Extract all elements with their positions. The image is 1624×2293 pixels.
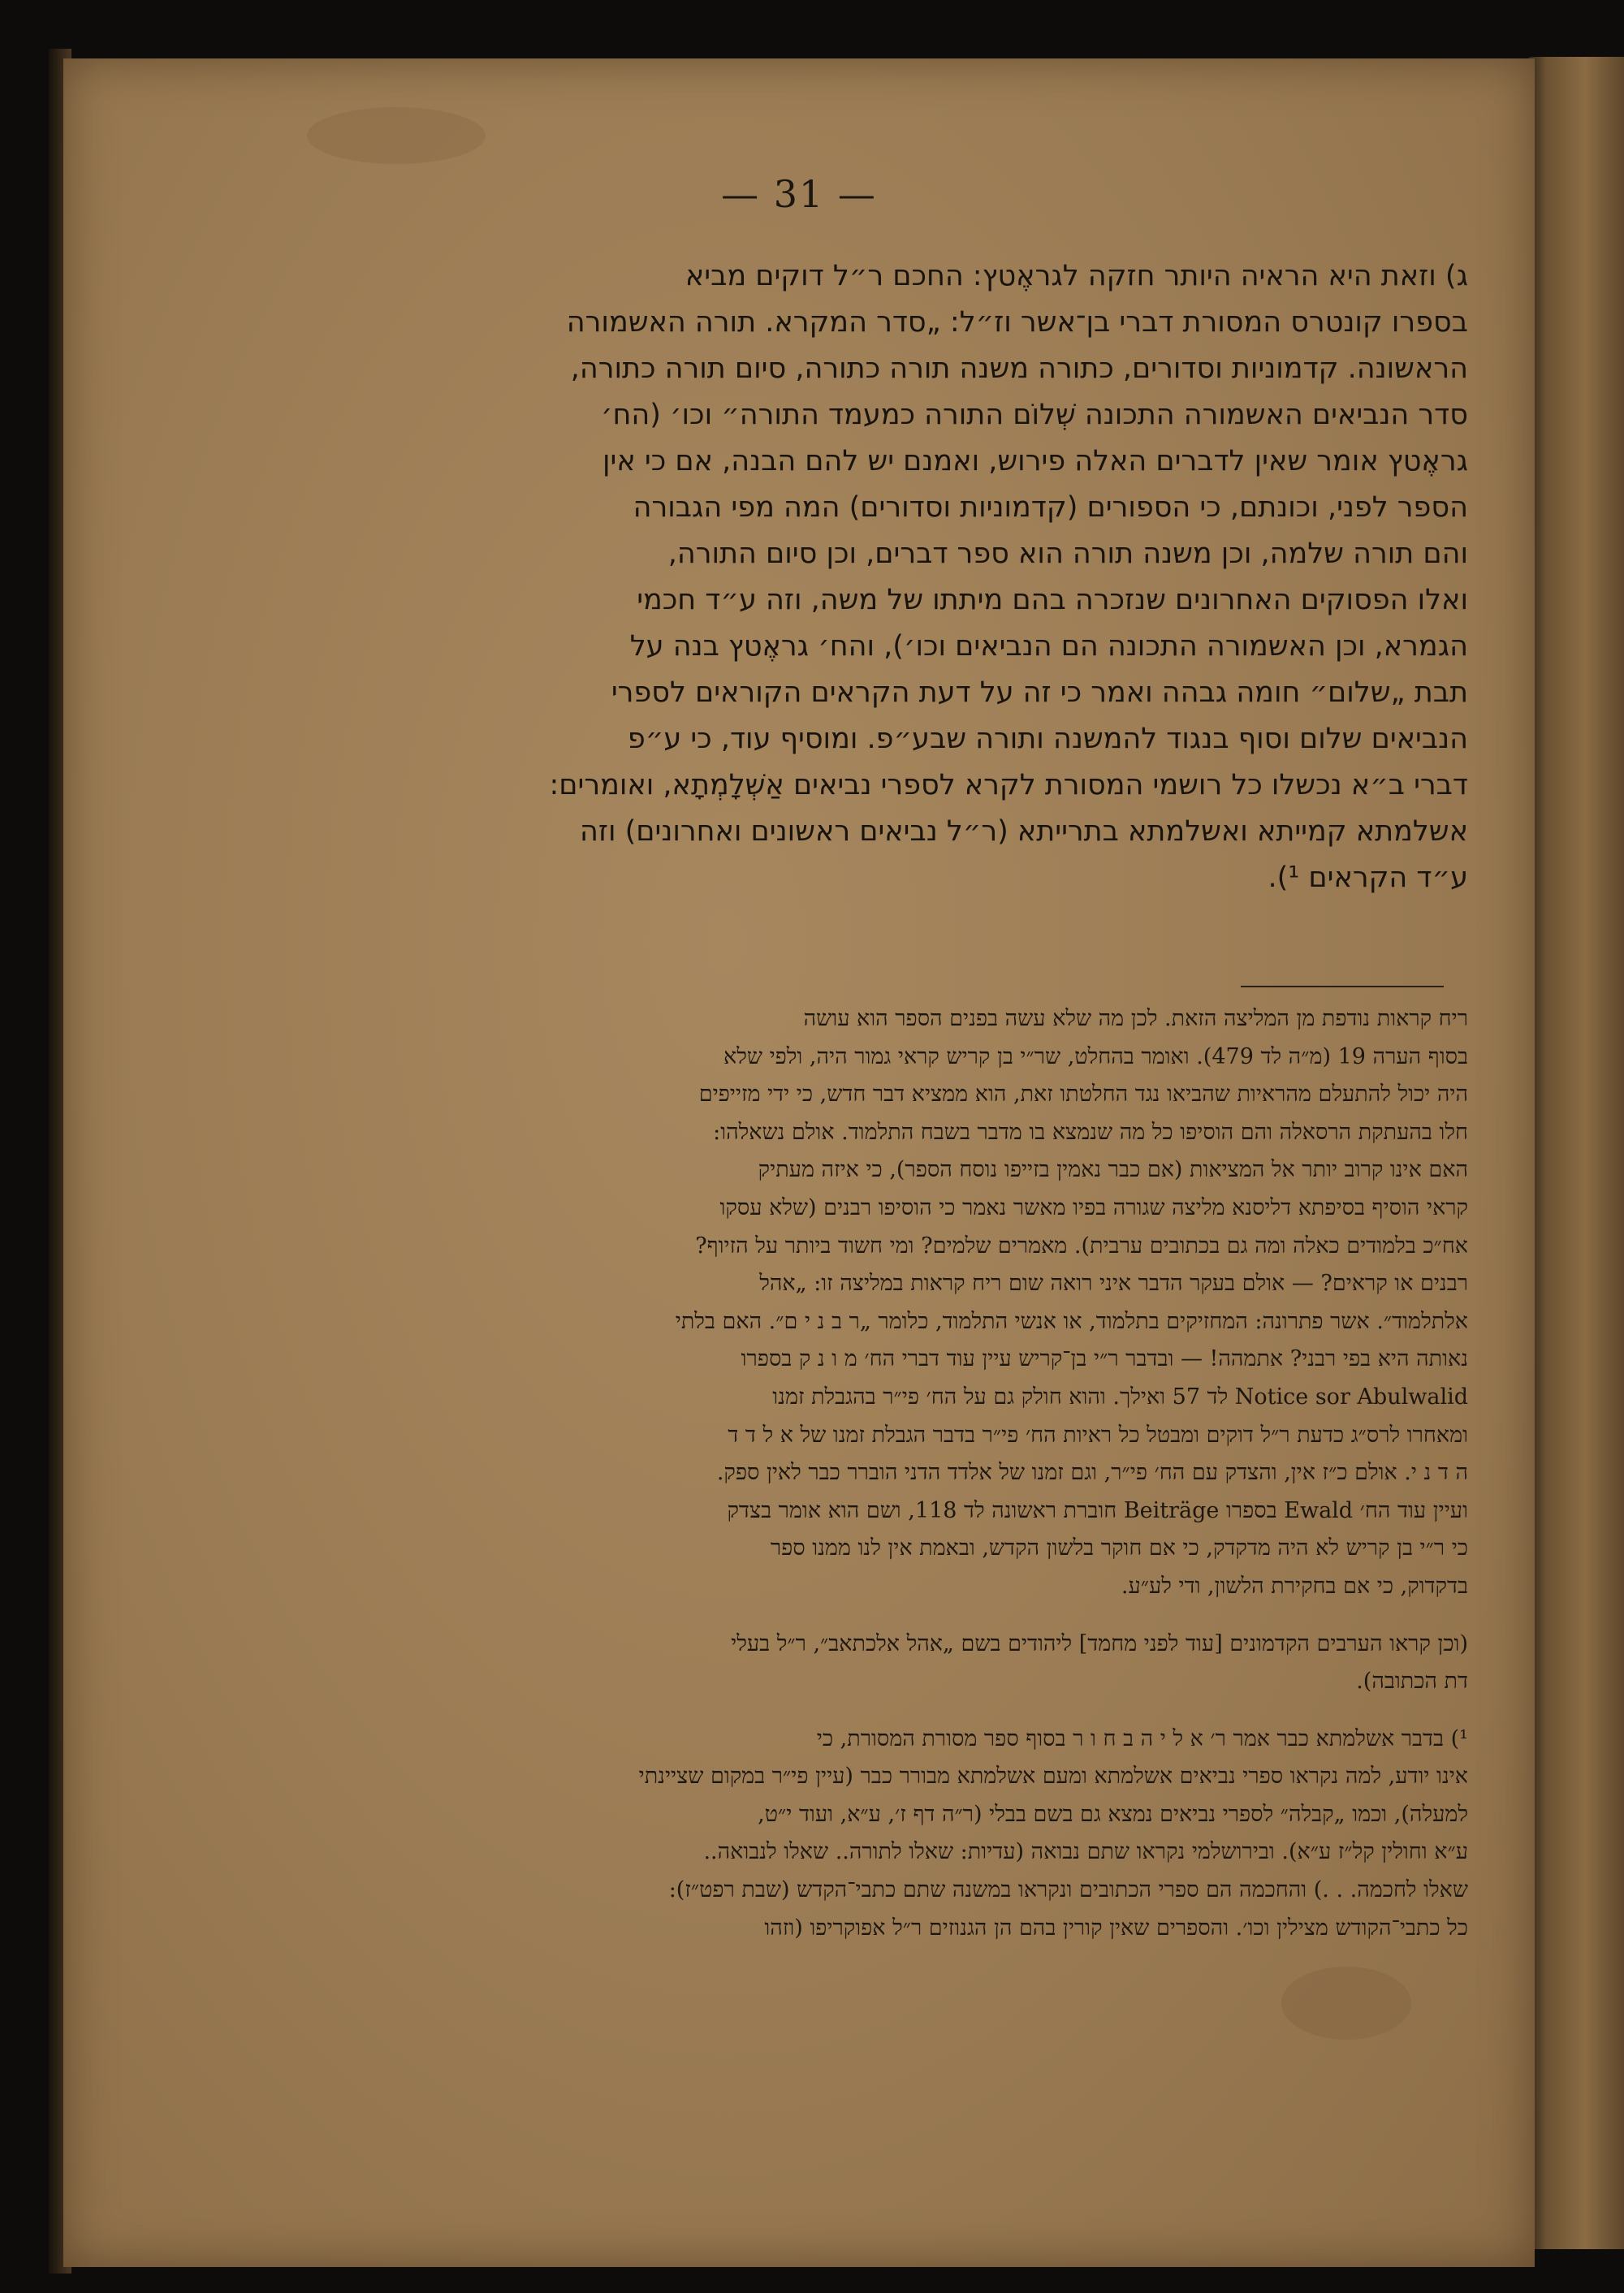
footnote-line: קראי הוסיף בסיפתא דליסנא מליצה שגורה בפיו מאשר נאמר כי הוסיפו רבנים (שלא עסקו <box>719 1194 1468 1220</box>
footnote-line: האם אינו קרוב יותר אל המציאות (אם כבר נאמין בזייפו נוסח הספר), כי איזה מעתיק <box>758 1157 1468 1183</box>
main-line: גראֶטץ אומר שאין לדברים האלה פירוש, ואמנם יש להם הבנה, אם כי אין <box>602 445 1468 477</box>
footnote-line: ע״א וחולין קל״ז ע״א). ובירושלמי נקראו שתם נבואה (עדיות: שאלו לתורה.. שאלו לנבואה.. <box>703 1839 1468 1865</box>
main-line: והם תורה שלמה, וכן משנה תורה הוא ספר דברים, וכן סיום התורה, <box>667 538 1468 570</box>
footnote-line: חלו בהעתקת הרסאלה והם הוסיפו כל מה שנמצא בו מדבר בשבח התלמוד. אולם נשאלהו: <box>713 1119 1468 1145</box>
page-number: — 31 — <box>721 172 877 216</box>
footnote-line: שאלו לחכמה. . .) והחכמה הם ספרי הכתובים ונקראו במשנה שתם כתבי־הקדש (שבת רפט״ז): <box>668 1877 1468 1903</box>
footnote-arab-note <box>201 1626 1468 1701</box>
footnote-line: ריח קראות נודפת מן המליצה הזאת. לכן מה שלא עשה בפנים הספר הוא עושה <box>803 1006 1468 1031</box>
footnote-line: (וכן קראו הערבים הקדמונים [עוד לפני מחמד] ליהודים בשם „אהל אלכתאב״, ר״ל בעלי <box>731 1630 1468 1656</box>
main-paragraph <box>201 253 1468 901</box>
footnotes <box>201 1000 1468 1967</box>
footnote-line: למעלה), וכמו „קבלה״ לספרי נביאים נמצא גם בשם בבלי (ר״ה דף ז׳, ע״א, ועוד י״ט, <box>758 1801 1468 1827</box>
footnote-line: אלתלמוד״. אשר פתרונה: המחזיקים בתלמוד, או אנשי התלמוד, כלומר „ר ב נ י ם״. האם בלתי <box>675 1308 1468 1334</box>
footnote-line: רבנים או קראים? — אולם בעקר הדבר איני רואה שום ריח קראות במליצה זו: „אהל <box>759 1271 1468 1297</box>
main-line: בספרו קונטרס המסורת דברי בן־אשר וז״ל: „סדר המקרא. תורה האשמורה <box>566 306 1468 339</box>
footnote-line: נאותה היא בפי רבני? אתמהה! — ובדבר ר״י בן־קריש עיין עוד דברי הח׳ מ ו נ ק בספרו <box>741 1346 1468 1372</box>
footnote-continuation <box>201 1000 1468 1606</box>
main-line: הנביאים שלום וסוף בנגוד להמשנה ותורה שבע״פ. ומוסיף עוד, כי ע״פ <box>627 723 1468 755</box>
main-line: דברי ב״א נכשלו כל רושמי המסורת לקרא לספרי נביאים אַשְׁלָמְתָא, ואומרים: <box>549 769 1468 801</box>
main-line: הספר לפני, וכונתם, כי הספורים (קדמוניות וסדורים) המה מפי הגבורה <box>633 491 1468 524</box>
book-page <box>63 58 1535 2267</box>
main-line: אשלמתא קמייתא ואשלמתא בתרייתא (ר״ל נביאים ראשונים ואחרונים) וזה <box>579 815 1468 848</box>
main-line: ג) וזאת היא הראיה היותר חזקה לגראֶטץ: החכם ר״ל דוקים מביא <box>685 260 1468 292</box>
footnote-line: היה יכול להתעלם מהראיות שהביאו נגד החלטתו זאת, הוא ממציא דבר חדש, כי ידי מזייפים <box>698 1082 1468 1108</box>
main-line: תבת „שלום״ חומה גבהה ואמר כי זה על דעת הקראים הקוראים לספרי <box>611 676 1468 709</box>
paper-stain <box>1281 1967 1411 2040</box>
footnote-line: כי ר״י בן קריש לא היה מדקדק, כי אם חוקר בלשון הקדש, ובאמת אין לנו ממנו ספר <box>770 1535 1468 1561</box>
adjacent-page-edge <box>1527 57 1624 2249</box>
footnote-line: ומאחרו לרס״ג כדעת ר״ל דוקים ומבטל כל ראיות הח׳ פי״ר בדבר הגבלת זמנו של א ל ד ד <box>728 1422 1468 1448</box>
footnote-line: אח״כ בלמודים כאלה ומה גם בכתובים ערבית). מאמרים שלמים? ומי חשוד ביותר על הזיוף? <box>695 1233 1468 1259</box>
main-line: הראשונה. קדמוניות וסדורים, כתורה משנה תורה כתורה, סיום תורה כתורה, <box>570 352 1468 385</box>
footnote-line: Notice sor Abulwalid לד 57 ואילך. והוא חולק גם על הח׳ פי״ר בהגבלת זמנו <box>772 1384 1468 1410</box>
footnote-line: ה ד נ י. אולם כ״ז אין, והצדק עם הח׳ פי״ר, וגם זמנו של אלדד הדני הוברר כבר לאין ספק. <box>716 1460 1468 1486</box>
footnote-line: אינו יודע, למה נקראו ספרי נביאים אשלמתא ומעם אשלמתא מבורר כבר (עיין פי״ר במקום שציינתי <box>638 1764 1468 1790</box>
main-line: ע״ד הקראים ¹). <box>1268 861 1468 894</box>
footnote-line: ועיין עוד הח׳ Ewald בספרו Beiträge חוברת ראשונה לד 118, ושם הוא אומר בצדק <box>727 1497 1468 1523</box>
footnote-line: בסוף הערה 19 (מ״ה לד 479). ואומר בהחלט, שר״י בן קריש קראי גמור היה, ולפי שלא <box>723 1043 1468 1069</box>
footnote-line: ¹) בדבר אשלמתא כבר אמר ר׳ א ל י ה ב ח ו ר בסוף ספר מסורת המסורת, כי <box>816 1725 1468 1751</box>
footnote-line: דת הכתובה). <box>1356 1669 1468 1695</box>
main-line: ואלו הפסוקים האחרונים שנזכרה בהם מיתתו של משה, וזה ע״ד חכמי <box>637 584 1468 616</box>
footnote-line: כל כתבי־הקודש מצילין וכו׳. והספרים שאין קורין בהם הן הגנוזים ר״ל אפוקריפו (וזהו <box>764 1915 1468 1941</box>
footnote-separator <box>1241 986 1444 987</box>
footnote-1 <box>201 1721 1468 1948</box>
footnote-line: בדקדוק, כי אם בחקירת הלשון, ודי לע״ע. <box>1121 1573 1468 1599</box>
paper-stain <box>307 107 486 164</box>
main-line: הגמרא, וכן האשמורה התכונה הם הנביאים וכו׳), והח׳ גראֶטץ בנה על <box>629 630 1468 663</box>
main-line: סדר הנביאים האשמורה התכונה שְׁלוֹם התורה כמעמד התורה״ וכו׳ (הח׳ <box>600 399 1468 431</box>
